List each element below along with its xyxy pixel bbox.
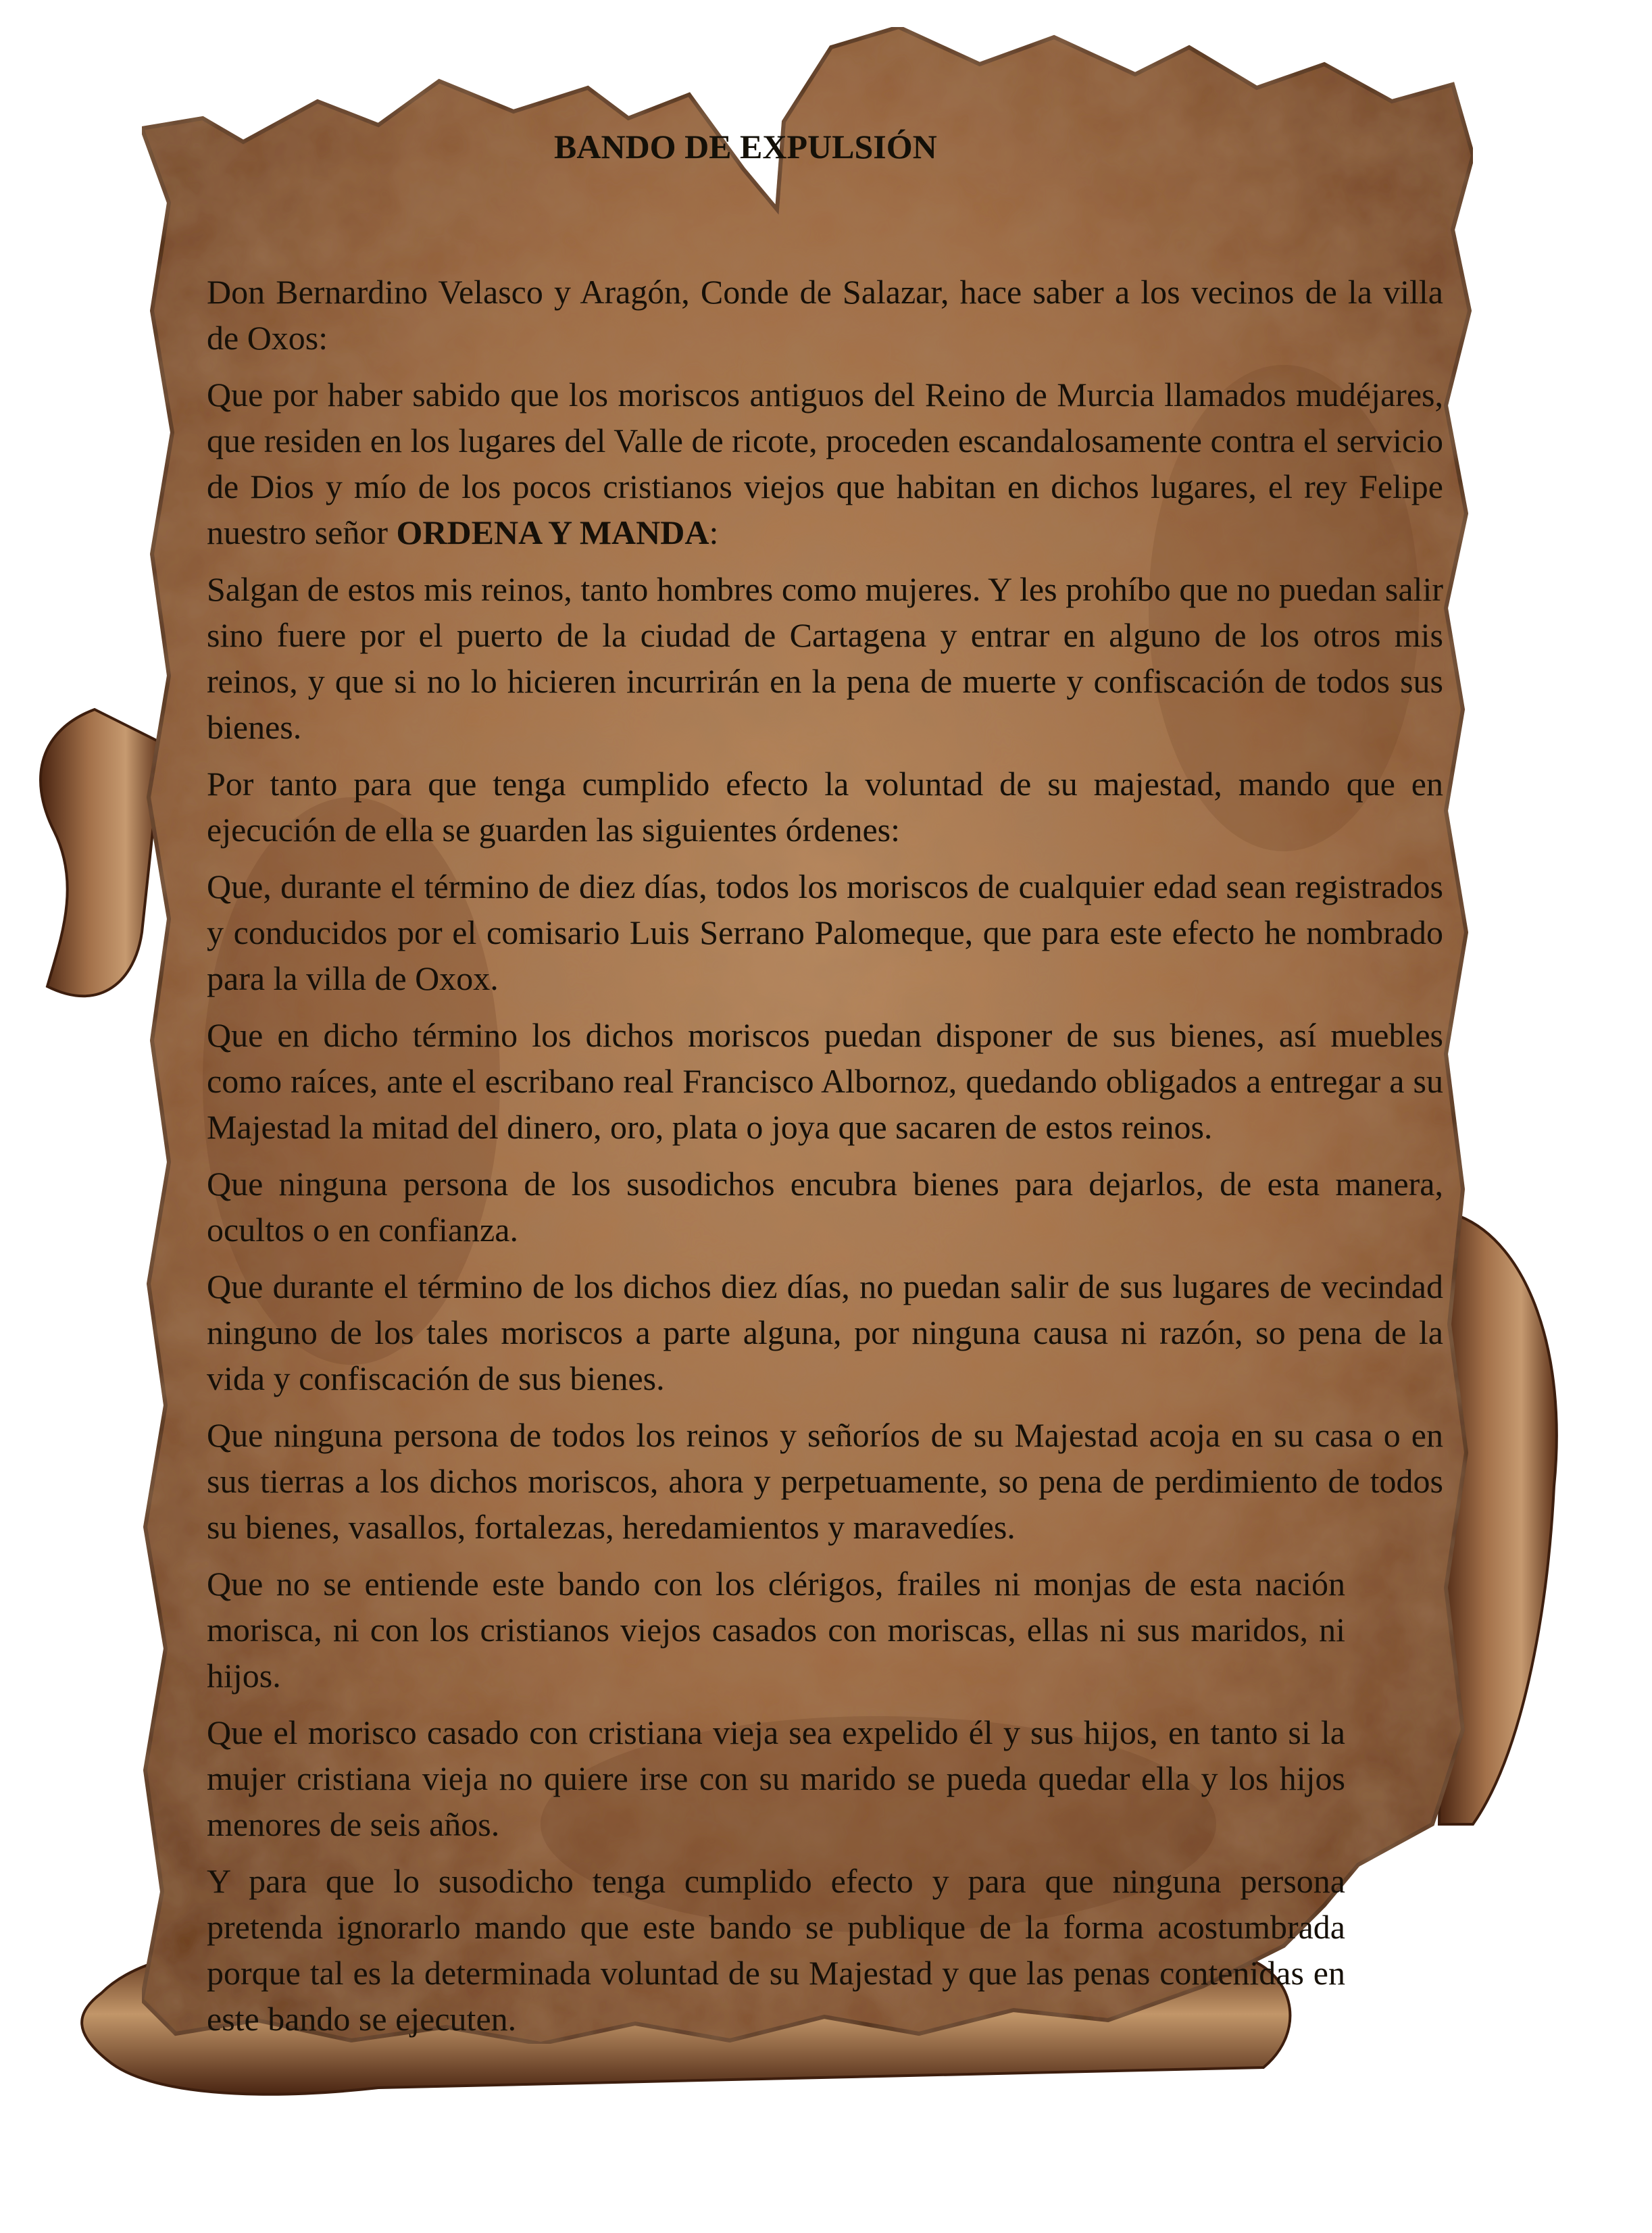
paragraph-clerigos: Que no se entiende este bando con los clérigos, frailes ni monjas de esta nación morisca, ni con los cristianos viejos casados con moriscas, ellas ni sus maridos, ni hijos. xyxy=(207,1565,1345,1695)
paragraph-vecindad: Que durante el término de los dichos diez días, no puedan salir de sus lugares de vecindad ninguno de los tales moriscos a parte alguna, por ninguna causa ni razón, so pena de la vida y confiscación de sus bienes. xyxy=(207,1268,1443,1397)
paragraph-publique: Y para que lo susodicho tenga cumplido efecto y para que ninguna persona pretenda ignorarlo mando que este bando se publique de la forma acostumbrada porque tal es la determinada voluntad de su Majestad y que las penas contenidas en este bando se ejecuten. xyxy=(207,1862,1345,2038)
paragraph-order xyxy=(207,372,1443,555)
paragraph-bienes: Que en dicho término los dichos moriscos puedan disponer de sus bienes, así muebles como raíces, ante el escribano real Francisco Albornoz, quedando obligados a entregar a su Majestad la mitad del dinero, oro, plata o joya que sacaren de estos reinos. xyxy=(207,1016,1443,1146)
paragraph-order-text: Que por haber sabido que los moriscos antiguos del Reino de Murcia llamados mudéjares, que residen en los lugares del Valle de ricote, proceden escandalosamente contra el servicio de Dios y mío de los pocos cristianos viejos que habitan en dichos lugares, el rey Felipe nuestro señor xyxy=(207,376,1443,551)
emphasis-suffix: : xyxy=(709,513,719,551)
paragraph-acoja: Que ninguna persona de todos los reinos y señoríos de su Majestad acoja en su casa o en sus tierras a los dichos moriscos, ahora y perpetuamente, so pena de perdimiento de todos su bienes, vasallos, fortalezas, heredamientos y maravedíes. xyxy=(207,1416,1443,1546)
paragraph-salgan: Salgan de estos mis reinos, tanto hombres como mujeres. Y les prohíbo que no puedan salir sino fuere por el puerto de la ciudad de Cartagena y entrar en alguno de los otros mis reinos, y que si no lo hicieren incurrirán en la pena de muerte y confiscación de todos sus bienes. xyxy=(207,570,1443,746)
emphasis-ordena-y-manda: ORDENA Y MANDA xyxy=(396,513,709,551)
document-body xyxy=(207,269,1443,2053)
paragraph-registro: Que, durante el término de diez días, todos los moriscos de cualquier edad sean registrados y conducidos por el comisario Luis Serrano Palomeque, que para este efecto he nombrado para la villa de Oxox. xyxy=(207,868,1443,997)
left-curl xyxy=(41,709,162,996)
document-title: BANDO DE EXPULSIÓN xyxy=(554,128,937,166)
paragraph-encubra: Que ninguna persona de los susodichos encubra bienes para dejarlos, de esta manera, ocultos o en confianza. xyxy=(207,1165,1443,1249)
paragraph-casado: Que el morisco casado con cristiana vieja sea expelido él y sus hijos, en tanto si la mujer cristiana vieja no quiere irse con su marido se pueda quedar ella y los hijos menores de seis años. xyxy=(207,1713,1345,1843)
paragraph-intro: Don Bernardino Velasco y Aragón, Conde de Salazar, hace saber a los vecinos de la villa de Oxos: xyxy=(207,273,1443,357)
paragraph-por-tanto: Por tanto para que tenga cumplido efecto la voluntad de su majestad, mando que en ejecución de ella se guarden las siguientes órdenes: xyxy=(207,765,1443,849)
